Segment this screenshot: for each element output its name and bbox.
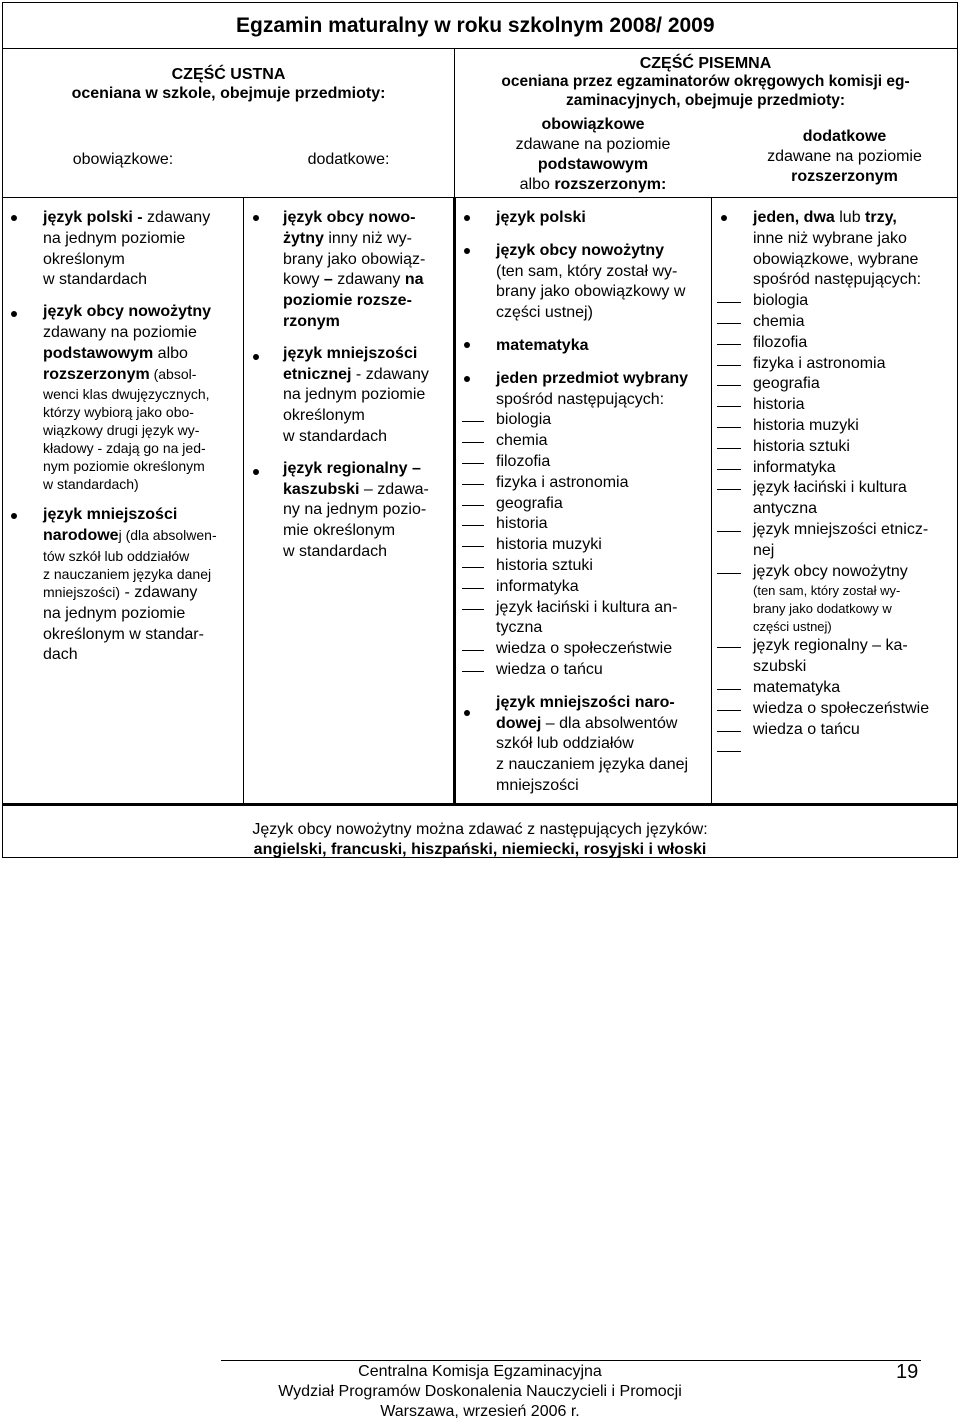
list-item-line: części ustnej) (496, 304, 593, 322)
page-number: 19 (896, 1361, 919, 1383)
list-item-line: kładowy - zdają go na jed- (43, 440, 206, 457)
dash-marker (462, 463, 484, 464)
subject-label: język łaciński i kultura (753, 479, 907, 497)
subject-item (496, 660, 711, 681)
page-title-row (2, 2, 958, 48)
table-header (2, 48, 958, 198)
list-item-line: brany jako obowiąz- (283, 250, 426, 268)
written-part-title: CZĘŚĆ PISEMNA (639, 55, 772, 72)
subject-item (496, 431, 711, 452)
subject-item (753, 699, 953, 720)
list-item-line: szkół lub oddziałów (496, 735, 634, 753)
subject-item (496, 494, 711, 515)
list-item-line: na jednym poziomie (43, 229, 186, 247)
subject-item (496, 473, 711, 494)
list-item-line: brany jako obowiązkowy w (496, 283, 686, 301)
subject-label: historia sztuki (753, 437, 850, 455)
bullet-icon (11, 215, 17, 221)
dash-marker (462, 567, 484, 568)
list-item-line: dowej – dla absolwentów (496, 714, 678, 732)
list-item: język obcy nowożytny (496, 241, 665, 259)
subject-label: wiedza o tańcu (496, 660, 603, 678)
subject-item-empty (753, 740, 953, 761)
dash-marker (717, 731, 741, 732)
list-item-line: (ten sam, który został wy- (496, 262, 678, 280)
written-mandatory-list (496, 208, 711, 797)
list-item-line: z nauczaniem języka danej (496, 756, 689, 774)
dash-marker (462, 525, 484, 526)
dash-marker (717, 710, 741, 711)
list-item-line: ny na jednym pozio- (283, 501, 427, 519)
list-item-line: rzonym (283, 312, 340, 330)
bullet-icon (253, 215, 259, 221)
subject-item (753, 600, 953, 618)
dash-marker (462, 442, 484, 443)
list-item-line: którzy wybiorą jako obo- (43, 404, 194, 421)
subject-label: szubski (753, 658, 807, 676)
subject-label: filozofia (496, 452, 551, 470)
dash-marker (717, 365, 741, 366)
written-mandatory-header: obowiązkowe (541, 116, 645, 133)
subject-item (753, 478, 953, 499)
subject-label: informatyka (496, 577, 579, 595)
written-additional-level: zdawane na poziomie (767, 148, 922, 165)
list-item-line: wiązkowy drugi język wy- (43, 422, 200, 439)
list-item-line: rozszerzonym (absol- (43, 365, 197, 383)
list-item-line: wenci klas dwujęzycznych, (43, 386, 210, 403)
column-divider (243, 198, 244, 803)
subject-item (753, 582, 953, 600)
subject-item (753, 437, 953, 458)
oral-additional-header: dodatkowe: (307, 151, 390, 168)
subject-item (753, 333, 953, 354)
subject-item (753, 312, 953, 333)
subject-item (496, 639, 711, 660)
list-item: język obcy nowożytny (43, 303, 212, 321)
subject-item (753, 657, 953, 678)
list-item-line: określonym w standar- (43, 625, 204, 643)
subject-item (496, 535, 711, 556)
dash-marker (717, 385, 741, 386)
subject-item (753, 720, 953, 741)
dash-marker (717, 689, 741, 690)
list-item-line: w standardach (283, 542, 388, 560)
language-note-line: Język obcy nowożytny można zdawać z następujących języków: (252, 821, 708, 838)
list-item-line: podstawowym albo (43, 344, 188, 362)
bullet-icon (464, 248, 470, 254)
subject-item (753, 374, 953, 395)
list-item-line: mniejszości (496, 776, 579, 794)
subject-item (496, 598, 711, 619)
subject-label: geografia (496, 494, 563, 512)
subject-label: wiedza o społeczeństwie (496, 640, 673, 658)
page-title: Egzamin maturalny w roku szkolnym 2008/ 2009 (236, 14, 715, 37)
subject-label: antyczna (753, 500, 818, 518)
subject-item (753, 520, 953, 541)
list-item: jeden, dwa lub trzy, (753, 209, 897, 226)
dash-marker (462, 484, 484, 485)
list-item-line: z nauczaniem języka danej (43, 565, 212, 582)
bullet-icon (253, 469, 259, 475)
list-item: język obcy nowo- (283, 209, 416, 226)
dash-marker (717, 469, 741, 470)
subject-item (753, 541, 953, 562)
dash-marker (717, 448, 741, 449)
list-item-line: obowiązkowe, wybrane (753, 250, 919, 268)
subject-label: informatyka (753, 458, 836, 476)
subject-item (753, 636, 953, 657)
dash-marker (717, 344, 741, 345)
list-item-line: kowy – zdawany na (283, 271, 424, 289)
subject-label: wiedza o społeczeństwie (753, 699, 930, 717)
written-mandatory-extended: albo rozszerzonym: (519, 176, 667, 193)
subject-item (496, 556, 711, 577)
column-divider (711, 198, 712, 803)
list-item-line: nym poziomie określonym (43, 458, 205, 475)
dash-marker (717, 489, 741, 490)
written-part-subtitle-1: oceniana przez egzaminatorów okręgowych komisji eg- (501, 73, 910, 90)
subject-sublist (753, 291, 953, 761)
subject-item (753, 618, 953, 636)
bullet-icon (464, 342, 470, 348)
subject-item (496, 514, 711, 535)
dash-marker (462, 650, 484, 651)
footer-department: Wydział Programów Doskonalenia Nauczycieli i Promocji (278, 1383, 682, 1400)
subject-item (496, 410, 711, 431)
subject-item (753, 291, 953, 312)
dash-marker (717, 427, 741, 428)
subject-label: chemia (753, 312, 805, 330)
subject-label: język obcy nowożytny (753, 562, 908, 580)
subject-item (753, 678, 953, 699)
written-additional-extended: rozszerzonym (791, 168, 898, 185)
list-item: język regionalny – (283, 459, 421, 477)
subject-label: tyczna (496, 619, 543, 637)
dash-marker (717, 531, 741, 532)
dash-marker (462, 671, 484, 672)
language-note (2, 804, 958, 858)
list-item: jeden przedmiot wybrany (496, 369, 689, 387)
list-item-line: określonym (43, 250, 125, 268)
list-item: język polski (496, 209, 586, 226)
dash-marker (462, 609, 484, 610)
subject-label: fizyka i astronomia (496, 473, 629, 491)
list-item-line: poziomie rozsze- (283, 292, 412, 310)
list-item-line: na jednym poziomie (283, 386, 426, 404)
dash-marker (717, 302, 741, 303)
subject-item (496, 618, 711, 639)
bullet-icon (464, 710, 470, 716)
dash-marker (462, 505, 484, 506)
table-body (2, 198, 958, 804)
list-item-line: inne niż wybrane jako (753, 229, 907, 247)
list-item: matematyka (496, 336, 589, 354)
subject-label: historia (496, 515, 548, 533)
list-item-line: spośród następujących: (496, 390, 665, 408)
written-additional-header: dodatkowe (802, 128, 887, 145)
dash-marker (717, 573, 741, 574)
subject-label: nej (753, 541, 775, 559)
subject-label: historia sztuki (496, 556, 593, 574)
subject-sublist (496, 410, 711, 680)
list-item: język mniejszości naro- (496, 693, 675, 711)
oral-mandatory-list (43, 208, 239, 666)
list-item: język mniejszości (283, 344, 418, 362)
subject-label: geografia (753, 375, 820, 393)
written-mandatory-basic: podstawowym (537, 156, 649, 173)
subject-label: filozofia (753, 333, 808, 351)
list-item-line: zdawany na poziomie (43, 323, 197, 341)
list-item-line: spośród następujących: (753, 271, 922, 289)
bullet-icon (11, 311, 17, 317)
list-item: język mniejszości (43, 506, 178, 524)
footer-date: Warszawa, wrzesień 2006 r. (380, 1403, 580, 1420)
subject-item (753, 499, 953, 520)
bullet-icon (253, 354, 259, 360)
dash-marker (717, 751, 741, 752)
written-mandatory-level: zdawane na poziomie (515, 136, 671, 153)
subject-label: wiedza o tańcu (753, 720, 860, 738)
subject-label: język regionalny – ka- (753, 637, 908, 655)
subject-label: język łaciński i kultura an- (496, 598, 678, 616)
list-item-line: dach (43, 646, 78, 664)
subject-item (496, 577, 711, 598)
dash-marker (462, 588, 484, 589)
subject-label: biologia (753, 292, 809, 310)
language-list: angielski, francuski, hiszpański, niemiecki, rosyjski i włoski (253, 841, 707, 858)
dash-marker (462, 421, 484, 422)
subject-label: matematyka (753, 678, 841, 696)
oral-part-title: CZĘŚĆ USTNA (171, 66, 286, 83)
list-item-line: na jednym poziomie (43, 604, 186, 622)
dash-marker (717, 406, 741, 407)
list-item: język polski - zdawany (43, 209, 211, 226)
subject-label: części ustnej) (753, 619, 832, 635)
list-item-line: żytny inny niż wy- (283, 229, 412, 247)
written-part-subtitle-2: zaminacyjnych, obejmuje przedmioty: (565, 92, 846, 109)
subject-label: brany jako dodatkowy w (753, 601, 892, 617)
subject-label: historia muzyki (496, 536, 602, 554)
list-item-line: określonym (283, 407, 365, 425)
subject-item (753, 562, 953, 583)
bullet-icon (11, 513, 17, 519)
subject-label: fizyka i astronomia (753, 354, 886, 372)
list-item-line: etnicznej - zdawany (283, 365, 429, 383)
column-divider (453, 198, 456, 803)
subject-item (753, 416, 953, 437)
subject-label: (ten sam, który został wy- (753, 583, 901, 599)
oral-part-subtitle: oceniana w szkole, obejmuje przedmioty: (71, 85, 386, 102)
dash-marker (462, 546, 484, 547)
bullet-icon (464, 376, 470, 382)
oral-mandatory-header: obowiązkowe: (72, 151, 174, 168)
list-item-line: narodowej (dla absolwen- (43, 527, 217, 545)
list-item-line: w standardach) (43, 476, 139, 493)
list-item-line: mniejszości) - zdawany (43, 583, 198, 601)
subject-label: historia muzyki (753, 416, 859, 434)
oral-additional-list (283, 208, 451, 563)
footer-rule (221, 1360, 921, 1361)
written-additional-list (753, 208, 953, 761)
subject-item (753, 458, 953, 479)
dash-marker (717, 647, 741, 648)
list-item-line: w standardach (283, 427, 388, 445)
bullet-icon (464, 215, 470, 221)
list-item-line: mie określonym (283, 522, 396, 540)
subject-label: historia (753, 396, 805, 414)
list-item-line: tów szkół lub oddziałów (43, 547, 190, 564)
subject-item (496, 452, 711, 473)
subject-label: chemia (496, 432, 548, 450)
list-item-line: kaszubski – zdawa- (283, 480, 429, 498)
subject-item (753, 395, 953, 416)
list-item-line: w standardach (43, 271, 148, 289)
subject-item (753, 354, 953, 375)
footer-institution: Centralna Komisja Egzaminacyjna (358, 1363, 602, 1380)
bullet-icon (721, 215, 727, 221)
subject-label: język mniejszości etnicz- (753, 520, 929, 538)
subject-label: biologia (496, 411, 552, 429)
dash-marker (717, 323, 741, 324)
